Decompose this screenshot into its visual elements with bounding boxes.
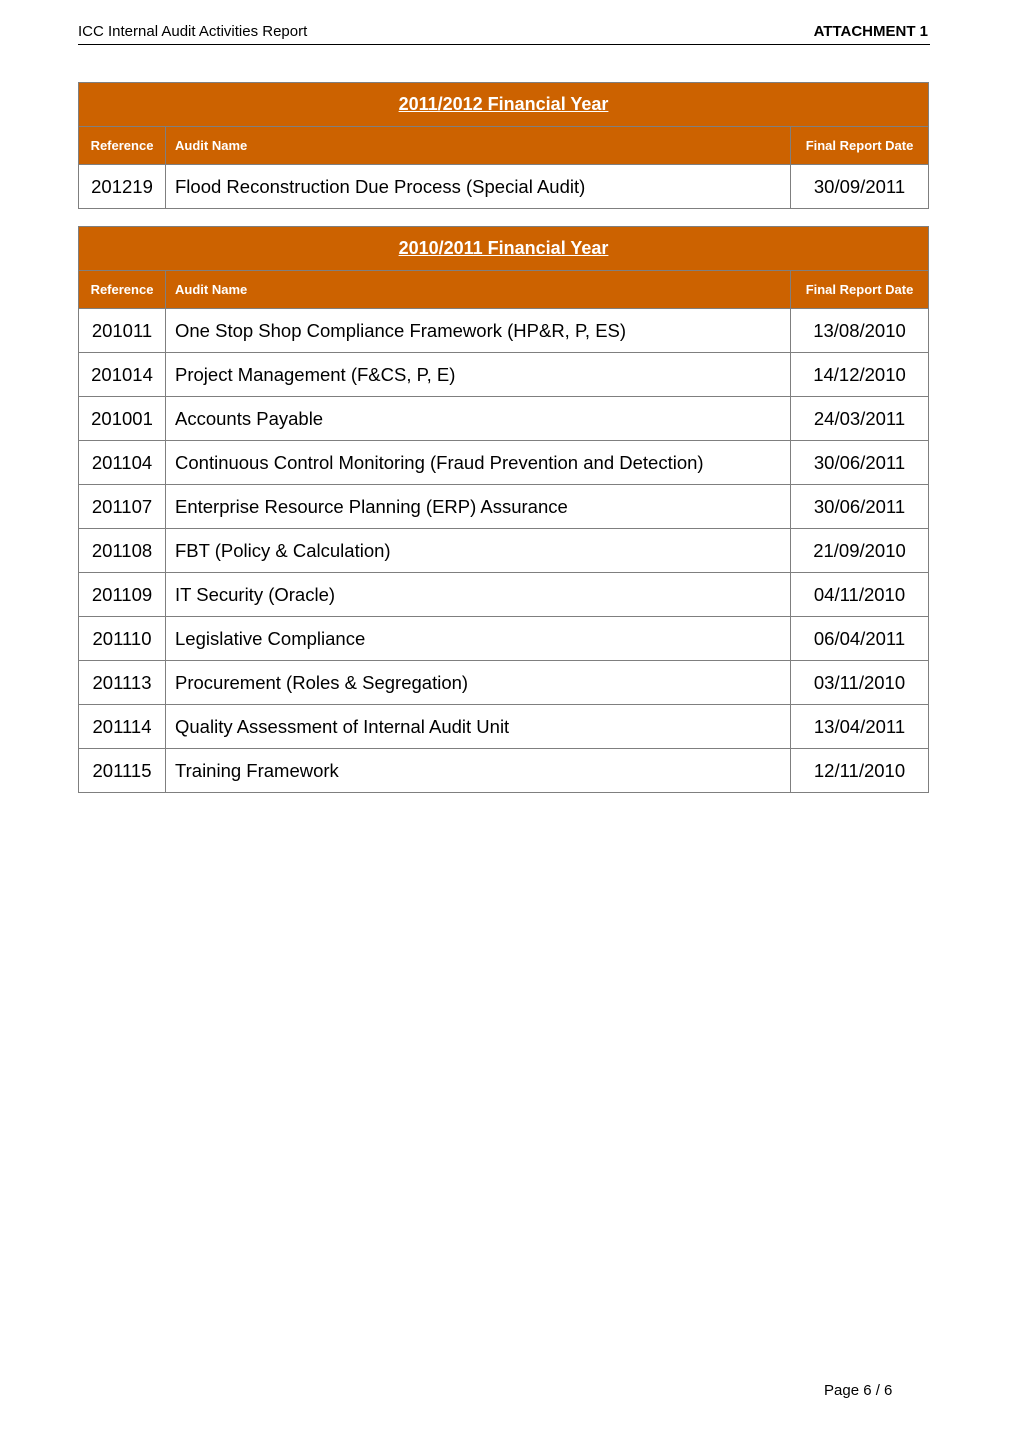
final-report-date-cell: 03/11/2010: [791, 661, 929, 705]
audit-name-cell: Project Management (F&CS, P, E): [166, 353, 791, 397]
reference-column-header: Reference: [79, 127, 166, 165]
audit-name-cell: FBT (Policy & Calculation): [166, 529, 791, 573]
audit-name-cell: IT Security (Oracle): [166, 573, 791, 617]
table-row: [79, 485, 929, 529]
final-report-date-cell: 30/06/2011: [791, 441, 929, 485]
audit-name-column-header: Audit Name: [166, 271, 791, 309]
audit-name-cell: Flood Reconstruction Due Process (Special Audit): [166, 165, 791, 209]
audit-name-cell: Training Framework: [166, 749, 791, 793]
reference-cell: 201114: [79, 705, 166, 749]
final-report-date-cell: 30/09/2011: [791, 165, 929, 209]
reference-cell: 201110: [79, 617, 166, 661]
final-report-date-cell: 21/09/2010: [791, 529, 929, 573]
audit-name-cell: Legislative Compliance: [166, 617, 791, 661]
audit-table: [78, 226, 929, 793]
reference-cell: 201014: [79, 353, 166, 397]
final-report-date-cell: 06/04/2011: [791, 617, 929, 661]
table-row: [79, 661, 929, 705]
table-row: [79, 165, 929, 209]
reference-cell: 201113: [79, 661, 166, 705]
reference-cell: 201107: [79, 485, 166, 529]
table-row: [79, 573, 929, 617]
report-title: ICC Internal Audit Activities Report: [78, 23, 308, 40]
reference-cell: 201104: [79, 441, 166, 485]
financial-year-title: 2011/2012 Financial Year: [79, 83, 929, 127]
page-number: Page 6 / 6: [824, 1382, 893, 1399]
table-row: [79, 397, 929, 441]
audit-name-cell: Procurement (Roles & Segregation): [166, 661, 791, 705]
audit-name-cell: Accounts Payable: [166, 397, 791, 441]
final-report-date-cell: 04/11/2010: [791, 573, 929, 617]
final-report-date-column-header: Final Report Date: [791, 271, 929, 309]
final-report-date-cell: 14/12/2010: [791, 353, 929, 397]
final-report-date-cell: 13/04/2011: [791, 705, 929, 749]
table-row: [79, 705, 929, 749]
final-report-date-cell: 12/11/2010: [791, 749, 929, 793]
attachment-label: ATTACHMENT 1: [813, 23, 928, 40]
final-report-date-cell: 24/03/2011: [791, 397, 929, 441]
audit-name-cell: Continuous Control Monitoring (Fraud Prevention and Detection): [166, 441, 791, 485]
audit-name-column-header: Audit Name: [166, 127, 791, 165]
table-row: [79, 353, 929, 397]
reference-cell: 201011: [79, 309, 166, 353]
final-report-date-cell: 13/08/2010: [791, 309, 929, 353]
reference-cell: 201108: [79, 529, 166, 573]
table-row: [79, 441, 929, 485]
table-row: [79, 529, 929, 573]
final-report-date-column-header: Final Report Date: [791, 127, 929, 165]
reference-cell: 201219: [79, 165, 166, 209]
reference-cell: 201115: [79, 749, 166, 793]
table-row: [79, 617, 929, 661]
audit-name-cell: Enterprise Resource Planning (ERP) Assurance: [166, 485, 791, 529]
table-row: [79, 309, 929, 353]
financial-year-title: 2010/2011 Financial Year: [79, 227, 929, 271]
audit-name-cell: Quality Assessment of Internal Audit Unit: [166, 705, 791, 749]
final-report-date-cell: 30/06/2011: [791, 485, 929, 529]
reference-cell: 201001: [79, 397, 166, 441]
audit-name-cell: One Stop Shop Compliance Framework (HP&R, P, ES): [166, 309, 791, 353]
page-header: [78, 22, 930, 45]
reference-column-header: Reference: [79, 271, 166, 309]
table-row: [79, 749, 929, 793]
reference-cell: 201109: [79, 573, 166, 617]
audit-table: [78, 82, 929, 209]
